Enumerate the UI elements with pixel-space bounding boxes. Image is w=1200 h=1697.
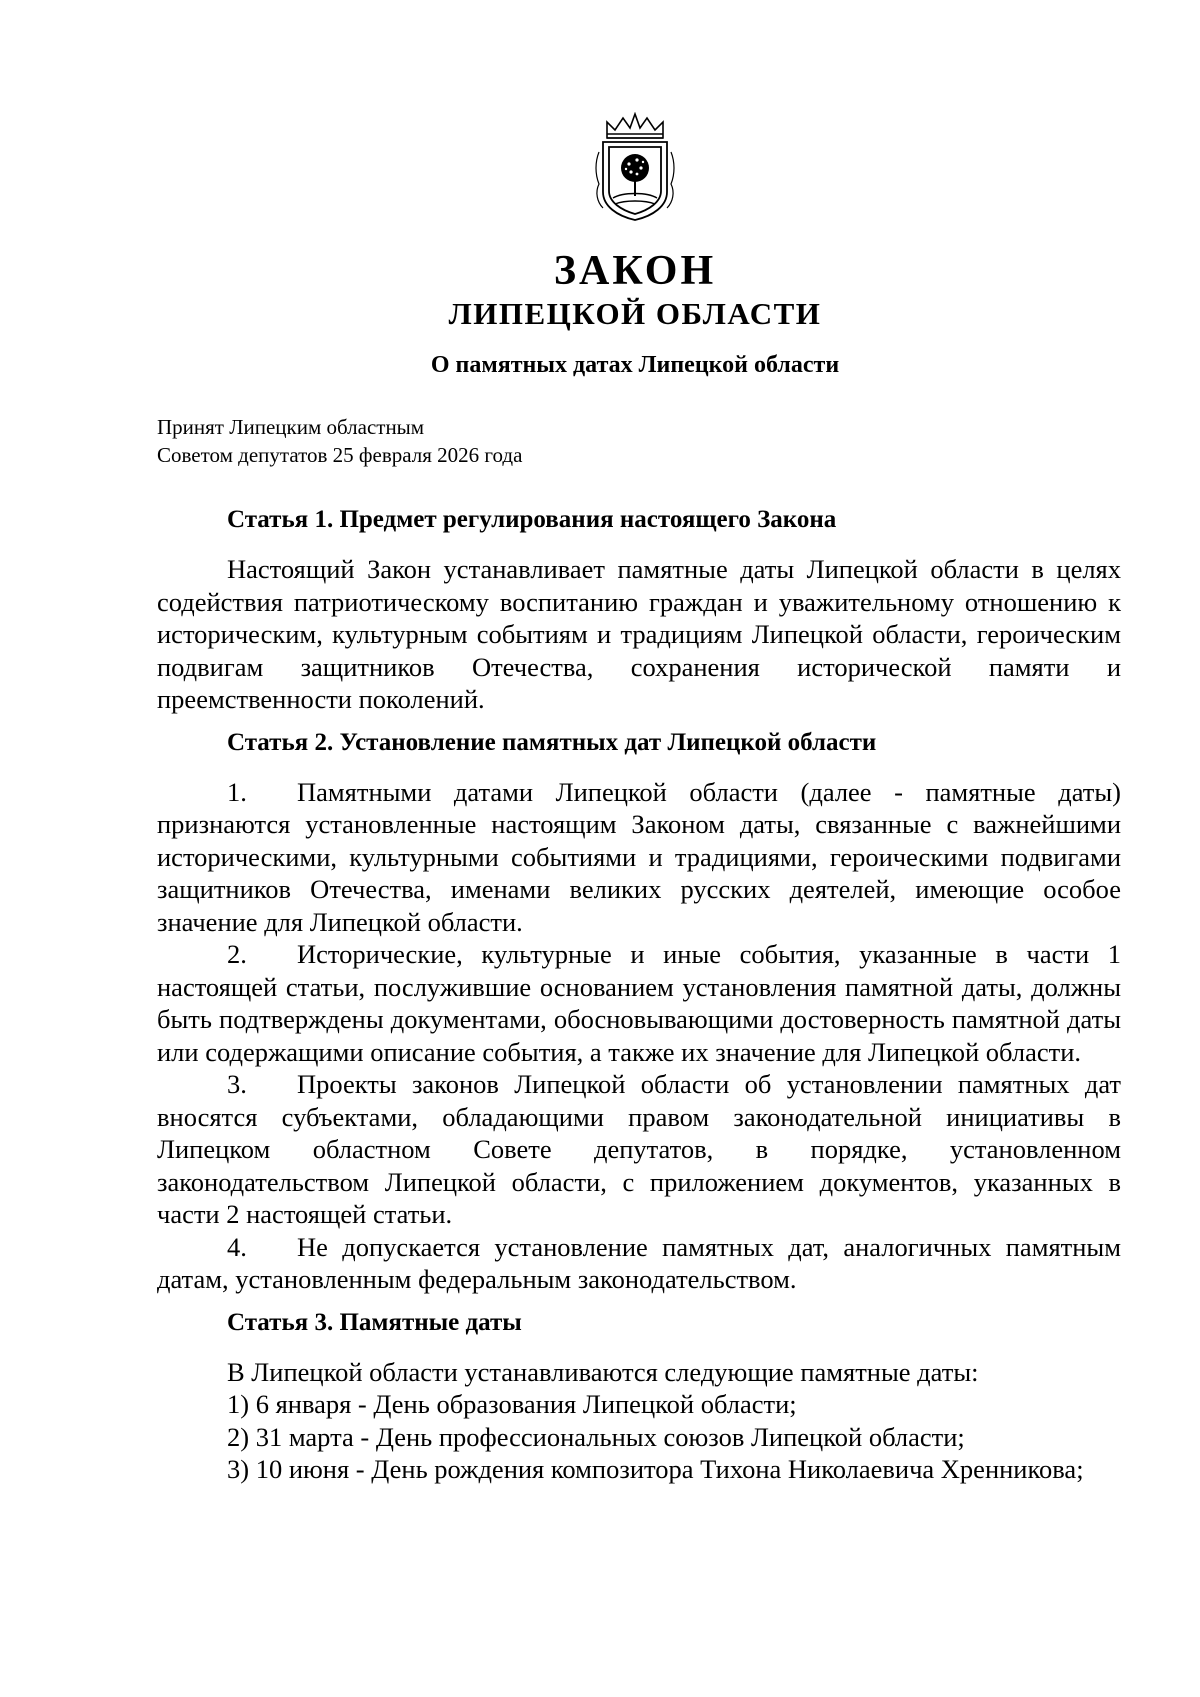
- item-number: 4.: [227, 1231, 247, 1262]
- item-text: Памятными датами Липецкой области (далее - памятные даты) признаются установленные настоящим Законом даты, связанные с важнейшими историческими, культурными событиями и традициями, героическими подвигами защитников Отечества, именами великих русских деятелей, имеющие особое значение для Липецкой области.: [157, 776, 1121, 937]
- item-text: Не допускается установление памятных дат, аналогичных памятным датам, установленным федеральным законодательством.: [157, 1231, 1121, 1294]
- item-text: Исторические, культурные и иные события, указанные в части 1 настоящей статьи, послужившие основанием установления памятной даты, должны быть подтверждены документами, обосновывающими достоверность памятной даты или содержащими описание события, а также их значение для Липецкой области.: [157, 939, 1121, 1067]
- adoption-line-1: Принят Липецким областным: [157, 415, 425, 439]
- item-number: 1.: [227, 776, 247, 807]
- article-2-heading: Статья 2. Установление памятных дат Липецкой области: [227, 728, 877, 756]
- law-name: О памятных датах Липецкой области: [430, 352, 840, 378]
- coat-of-arms-icon: [593, 112, 677, 224]
- memorial-date-item: 3) 10 июня - День рождения композитора Тихона Николаевича Хренникова;: [227, 1454, 1084, 1484]
- item-number: 3.: [227, 1069, 247, 1099]
- article-2-item: [157, 1231, 1121, 1296]
- article-1-text: Настоящий Закон устанавливает памятные даты Липецкой области в целях содействия патриотическому воспитанию граждан и уважительному отношению к историческим, культурным событиям и традициям Липецкой области, героическим подвигам защитников Отечества, сохранения исторической памяти и преемственности поколений.: [157, 554, 1121, 714]
- item-text: Проекты законов Липецкой области об установлении памятных дат вносятся субъектами, обладающими правом законодательной инициативы в Липецком областном Совете депутатов, в порядке, установленном законодательством Липецкой области, с приложением документов, указанных в части 2 настоящей статьи.: [157, 1069, 1121, 1229]
- item-number: 2.: [227, 939, 247, 969]
- article-3-intro: В Липецкой области устанавливаются следующие памятные даты:: [227, 1356, 979, 1387]
- article-2-item: [157, 776, 1121, 939]
- adoption-info: [157, 413, 857, 469]
- article-2-item: [157, 1068, 1121, 1231]
- document-subtitle: ЛИПЕЦКОЙ ОБЛАСТИ: [448, 296, 822, 331]
- article-1-heading: Статья 1. Предмет регулирования настоящего Закона: [227, 506, 837, 533]
- document-body: [157, 504, 1121, 1486]
- document-title: ЗАКОН: [553, 248, 717, 294]
- adoption-line-2: Советом депутатов 25 февраля 2026 года: [157, 443, 523, 467]
- article-2-item: [157, 938, 1121, 1068]
- article-3-heading: Статья 3. Памятные даты: [227, 1308, 522, 1336]
- memorial-date-item: 1) 6 января - День образования Липецкой области;: [227, 1389, 797, 1419]
- memorial-date-item: 2) 31 марта - День профессиональных союзов Липецкой области;: [227, 1421, 965, 1452]
